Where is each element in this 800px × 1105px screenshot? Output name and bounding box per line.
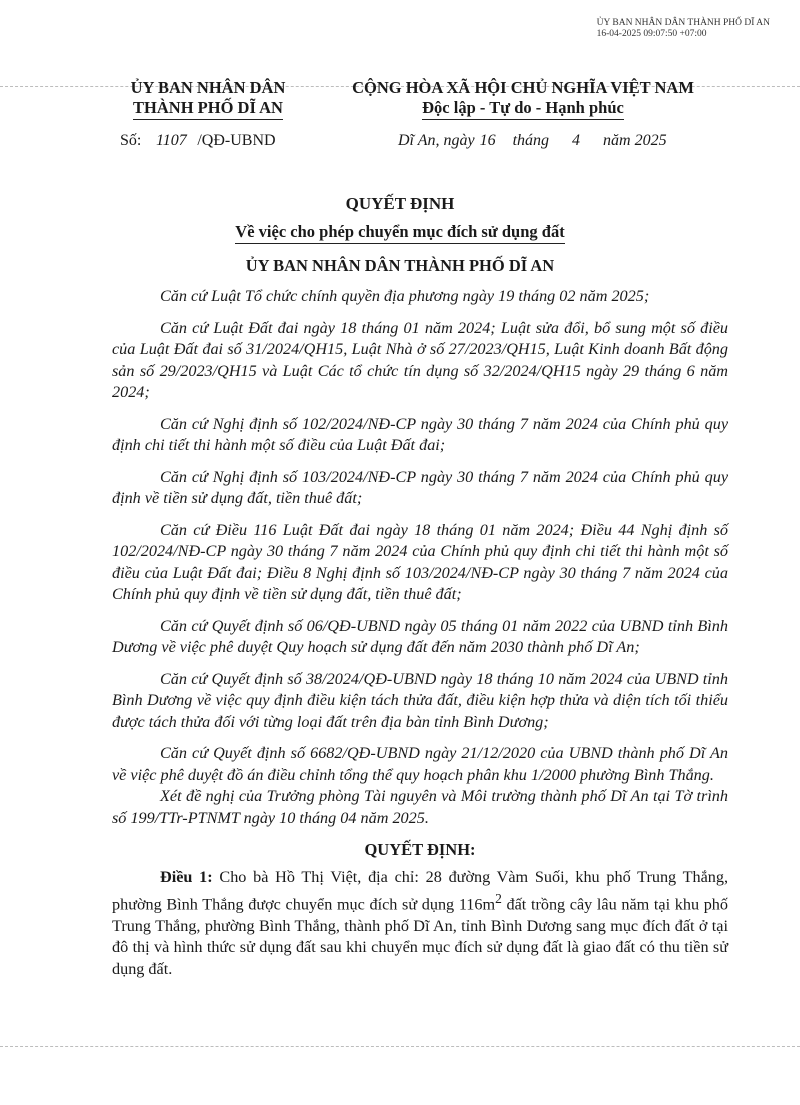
article-1-label: Điều 1: (160, 867, 213, 886)
authority-line-1: ỦY BAN NHÂN DÂN (130, 78, 286, 97)
document-title: QUYẾT ĐỊNH (345, 194, 455, 213)
article-1-text-after: đất trồng cây lâu năm tại khu phố Trung Thắng, phường Bình Thắng, thành phố Dĩ An, tỉnh Bình Dương sang mục đích đất ở tại đô thị và hình thức sử dụng đất sau khi chuyển mục đích sử dụng đất là giao đất có thu tiền sử dụng đất. (112, 895, 728, 978)
issuing-authority (108, 78, 308, 120)
motto: Độc lập - Tự do - Hạnh phúc (422, 98, 624, 120)
decision-heading: QUYẾT ĐỊNH: (364, 840, 476, 859)
scan-divider-bottom (0, 1046, 800, 1047)
document-number (120, 132, 276, 150)
date-year: năm 2025 (603, 132, 667, 149)
national-motto (318, 78, 728, 120)
proposal-paragraph: Xét đề nghị của Trưởng phòng Tài nguyên và Môi trường thành phố Dĩ An tại Tờ trình số 199/TTr-PTNMT ngày 10 tháng 04 năm 2025. (112, 787, 728, 827)
authority-heading: ỦY BAN NHÂN DÂN THÀNH PHỐ DĨ AN (245, 256, 555, 275)
legal-basis-8: Căn cứ Quyết định số 6682/QĐ-UBND ngày 21/12/2020 của UBND thành phố Dĩ An về việc phê duyệt đồ án điều chỉnh tổng thể quy hoạch phân khu 1/2000 phường Bình Thắng. (112, 744, 728, 784)
stamp-datetime: 16-04-2025 09:07:50 +07:00 (596, 29, 707, 39)
date-month: 4 (572, 132, 581, 149)
digital-signature-stamp (597, 18, 770, 40)
document-subtitle (0, 222, 800, 244)
date-day: 16 (479, 132, 496, 149)
legal-basis-7: Căn cứ Quyết định số 38/2024/QĐ-UBND ngày 18 tháng 10 năm 2024 của UBND tỉnh Bình Dương về việc quy định điều kiện tách thửa đất, điều kiện hợp thửa và diện tích tối thiểu được tách thửa đối với từng loại đất trên địa bàn tỉnh Bình Dương; (112, 669, 728, 731)
number-prefix: Số: (120, 132, 142, 149)
authority-line-2: THÀNH PHỐ DĨ AN (133, 98, 283, 120)
legal-basis-1: Căn cứ Luật Tổ chức chính quyền địa phương ngày 19 tháng 02 năm 2025; (160, 287, 650, 305)
legal-basis-5: Căn cứ Điều 116 Luật Đất đai ngày 18 tháng 01 năm 2024; Điều 44 Nghị định số 102/2024/NĐ-CP ngày 30 tháng 7 năm 2024 của Chính phủ quy định chi tiết thi hành một số điều của Luật Đất đai; Điều 8 Nghị định số 103/2024/NĐ-CP ngày 30 tháng 7 năm 2024 của Chính phủ quy định về tiền sử dụng đất, tiền thuê đất; (112, 520, 728, 603)
number-suffix: /QĐ-UBND (197, 132, 276, 149)
legal-basis-2: Căn cứ Luật Đất đai ngày 18 tháng 01 năm 2024; Luật sửa đổi, bổ sung một số điều của Luật Đất đai số 31/2024/QH15, Luật Nhà ở số 27/2023/QH15, Luật Kinh doanh Bất động sản số 29/2023/QH15 và Luật Các tổ chức tín dụng số 32/2024/QH15 ngày 29 tháng 6 năm 2024; (112, 318, 728, 401)
date-month-label: tháng (512, 132, 550, 149)
legal-basis-6: Căn cứ Quyết định số 06/QĐ-UBND ngày 05 tháng 01 năm 2022 của UBND tỉnh Bình Dương về việc phê duyệt Quy hoạch sử dụng đất đến năm 2030 thành phố Dĩ An; (112, 616, 728, 656)
legal-basis-3: Căn cứ Nghị định số 102/2024/NĐ-CP ngày 30 tháng 7 năm 2024 của Chính phủ quy định chi tiết thi hành một số điều của Luật Đất đai; (112, 414, 728, 454)
document-body (112, 286, 728, 990)
stamp-org: ỦY BAN NHÂN DÂN THÀNH PHỐ DĨ AN (596, 18, 770, 28)
country-name: CỘNG HÒA XÃ HỘI CHỦ NGHĨA VIỆT NAM (352, 78, 694, 97)
article-1-text-before: Cho bà Hồ Thị Việt, địa chỉ: 28 đường Vàm Suối, khu phố Trung Thắng, phường Bình Thắng được chuyển mục đích sử dụng 116m (112, 867, 729, 914)
legal-basis-4: Căn cứ Nghị định số 103/2024/NĐ-CP ngày 30 tháng 7 năm 2024 của Chính phủ quy định về tiền sử dụng đất, tiền thuê đất; (112, 467, 728, 507)
date-place: Dĩ An, ngày (398, 132, 475, 149)
area-unit-superscript: 2 (495, 891, 502, 906)
document-date (398, 132, 667, 150)
subtitle-text: Về việc cho phép chuyển mục đích sử dụng đất (235, 222, 564, 244)
article-1 (112, 867, 728, 981)
number-value: 1107 (155, 132, 187, 149)
